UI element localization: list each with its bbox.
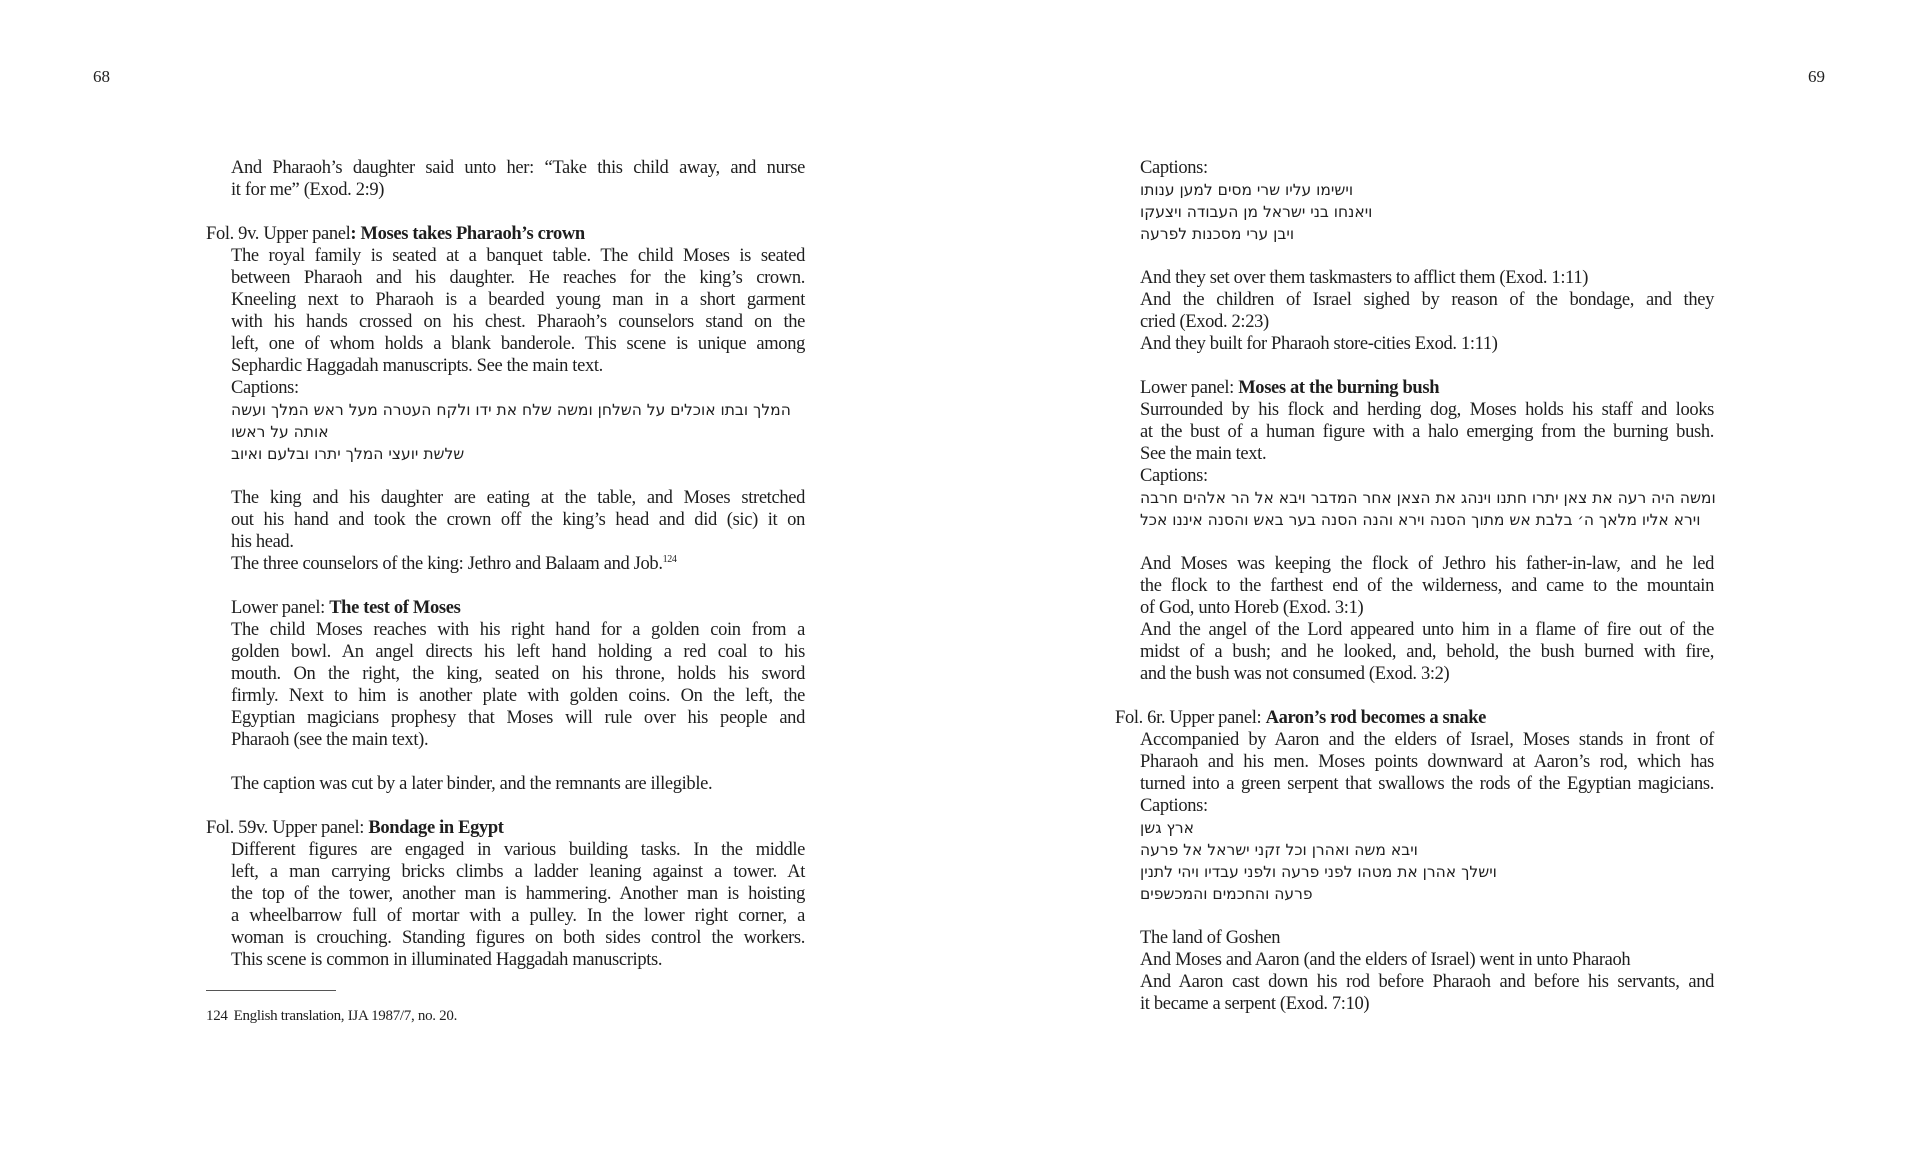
translation-line: And Moses was keeping the flock of Jethro his father-in-law, and he led [1140, 554, 1714, 574]
hebrew-caption: המלך ובתו אוכלים על השלחן ומשה שלח את ידו ולקח העטרה מעל ראש המלך ועשה [231, 401, 791, 419]
translation-line: And Aaron cast down his rod before Pharaoh and before his servants, and [1140, 972, 1714, 992]
footnote-text: English translation, IJA 1987/7, no. 20. [233, 1008, 458, 1024]
body-line: Pharaoh and his men. Moses points downward at Aaron’s rod, which has [1140, 752, 1714, 772]
heading-title: : Moses takes Pharaoh’s crown [350, 224, 585, 244]
translation-line: cried (Exod. 2:23) [1140, 312, 1269, 332]
body-line: left, a man carrying bricks climbs a ladder leaning against a tower. At [231, 862, 805, 882]
heading-title: Bondage in Egypt [368, 818, 504, 838]
body-line: Accompanied by Aaron and the elders of Israel, Moses stands in front of [1140, 730, 1714, 750]
hebrew-caption: וישלך אהרן את מטהו לפני פרעה ולפני עבדיו ויהי לתנין [1140, 863, 1497, 881]
translation-line: And the angel of the Lord appeared unto him in a flame of fire out of the [1140, 620, 1714, 640]
body-line: Different figures are engaged in various building tasks. In the middle [231, 840, 805, 860]
translation-line: the flock to the farthest end of the wilderness, and came to the mountain [1140, 576, 1714, 596]
translation-line: And Moses and Aaron (and the elders of Israel) went in unto Pharaoh [1140, 950, 1631, 970]
hebrew-caption: ויאנחו בני ישראל מן העבודה ויצעקו [1140, 203, 1373, 221]
captions-label: Captions: [1140, 158, 1208, 178]
body-line: The child Moses reaches with his right hand for a golden coin from a [231, 620, 805, 640]
body-line: And Pharaoh’s daughter said unto her: “Take this child away, and nurse [231, 158, 805, 178]
body-line: with his hands crossed on his chest. Pharaoh’s counselors stand on the [231, 312, 805, 332]
captions-label: Captions: [231, 378, 299, 398]
body-line: firmly. Next to him is another plate with golden coins. On the left, the [231, 686, 805, 706]
hebrew-caption: ויבן ערי מסכנות לפרעה [1140, 225, 1295, 243]
hebrew-caption: ומשה היה רעה את צאן יתרו חתנו וינהג את הצאן אחר המדבר ויבא אל הר אלהים חרבה [1140, 489, 1716, 507]
body-line: woman is crouching. Standing figures on both sides control the workers. [231, 928, 805, 948]
hebrew-caption: ארץ גשן [1140, 819, 1194, 837]
body-line: The caption was cut by a later binder, and the remnants are illegible. [231, 774, 713, 794]
right-page-text-column [1115, 157, 1716, 1015]
captions-label: Captions: [1140, 466, 1208, 486]
heading-title: Aaron’s rod becomes a snake [1265, 708, 1486, 728]
translation-line [231, 553, 805, 575]
translation-line: it became a serpent (Exod. 7:10) [1140, 994, 1370, 1014]
body-line: it for me” (Exod. 2:9) [231, 180, 385, 200]
hebrew-caption: וירא אליו מלאך ה׳ בלבת אש מתוך הסנה וירא והנה הסנה בער באש והסנה איננו אכל [1140, 511, 1701, 529]
body-line: at the bust of a human figure with a halo emerging from the burning bush. [1140, 422, 1714, 442]
heading-prefix: Fol. 59v. Upper panel: [206, 818, 369, 838]
body-line: See the main text. [1140, 444, 1267, 464]
right-page [960, 0, 1920, 1165]
counselors-text: The three counselors of the king: Jethro and Balaam and Job. [231, 554, 663, 574]
body-line: This scene is common in illuminated Haggadah manuscripts. [231, 950, 663, 970]
page-number-right: 69 [1808, 67, 1825, 86]
hebrew-caption: וישימו עליו שרי מסים למען ענותו [1140, 181, 1354, 199]
body-line: Sephardic Haggadah manuscripts. See the main text. [231, 356, 603, 376]
entry-heading-fol-9v [206, 223, 805, 245]
hebrew-caption: פרעה והחכמים והמכשפים [1140, 885, 1313, 903]
footnote-number: 124 [206, 1008, 228, 1024]
heading-prefix: Lower panel: [1140, 378, 1239, 398]
body-line: turned into a green serpent that swallows the rods of the Egyptian magicians. [1140, 774, 1714, 794]
hebrew-caption: שלשת יועצי המלך יתרו ובלעם ואיוב [231, 445, 465, 463]
heading-prefix: Fol. 9v. Upper panel [206, 224, 351, 244]
body-line: between Pharaoh and his daughter. He reaches for the king’s crown. [231, 268, 805, 288]
translation-line: of God, unto Horeb (Exod. 3:1) [1140, 598, 1364, 618]
entry-heading-fol-6r [1115, 707, 1714, 729]
footnote [206, 1007, 457, 1025]
body-line: a wheelbarrow full of mortar with a pulley. In the lower right corner, a [231, 906, 805, 926]
heading-prefix: Fol. 6r. Upper panel: [1115, 708, 1266, 728]
translation-line: And they built for Pharaoh store-cities Exod. 1:11) [1140, 334, 1498, 354]
translation-line: midst of a bush; and he looked, and, behold, the bush burned with fire, [1140, 642, 1714, 662]
body-line: mouth. On the right, the king, seated on his throne, holds his sword [231, 664, 805, 684]
captions-label: Captions: [1140, 796, 1208, 816]
translation-line: And they set over them taskmasters to afflict them (Exod. 1:11) [1140, 268, 1589, 288]
translation-line: And the children of Israel sighed by reason of the bondage, and they [1140, 290, 1714, 310]
heading-prefix: Lower panel: [231, 598, 330, 618]
body-line: Kneeling next to Pharaoh is a bearded young man in a short garment [231, 290, 805, 310]
body-line: The royal family is seated at a banquet table. The child Moses is seated [231, 246, 805, 266]
footnote-reference[interactable]: 124 [662, 554, 677, 565]
hebrew-caption: אותה על ראשו [231, 423, 329, 441]
body-line: Pharaoh (see the main text). [231, 730, 429, 750]
translation-line: The king and his daughter are eating at the table, and Moses stretched [231, 488, 805, 508]
entry-heading-fol-59v [206, 817, 805, 839]
body-line: the top of the tower, another man is hammering. Another man is hoisting [231, 884, 805, 904]
translation-line: The land of Goshen [1140, 928, 1281, 948]
body-line: left, one of whom holds a blank banderole. This scene is unique among [231, 334, 805, 354]
translation-line: and the bush was not consumed (Exod. 3:2) [1140, 664, 1450, 684]
heading-title: The test of Moses [329, 598, 461, 618]
page-number-left: 68 [93, 67, 110, 86]
body-line: golden bowl. An angel directs his left hand holding a red coal to his [231, 642, 805, 662]
left-page-text-column [206, 157, 805, 971]
hebrew-caption: ויבא משה ואהרן וכל זקני ישראל אל פרעה [1140, 841, 1418, 859]
translation-line: his head. [231, 532, 294, 552]
footnote-divider [206, 990, 336, 991]
heading-title: Moses at the burning bush [1238, 378, 1440, 398]
body-line: Surrounded by his flock and herding dog, Moses holds his staff and looks [1140, 400, 1714, 420]
entry-heading-burning-bush [1140, 377, 1714, 399]
body-line: Egyptian magicians prophesy that Moses will rule over his people and [231, 708, 805, 728]
entry-heading-lower-panel [231, 597, 805, 619]
translation-line: out his hand and took the crown off the king’s head and did (sic) it on [231, 510, 805, 530]
